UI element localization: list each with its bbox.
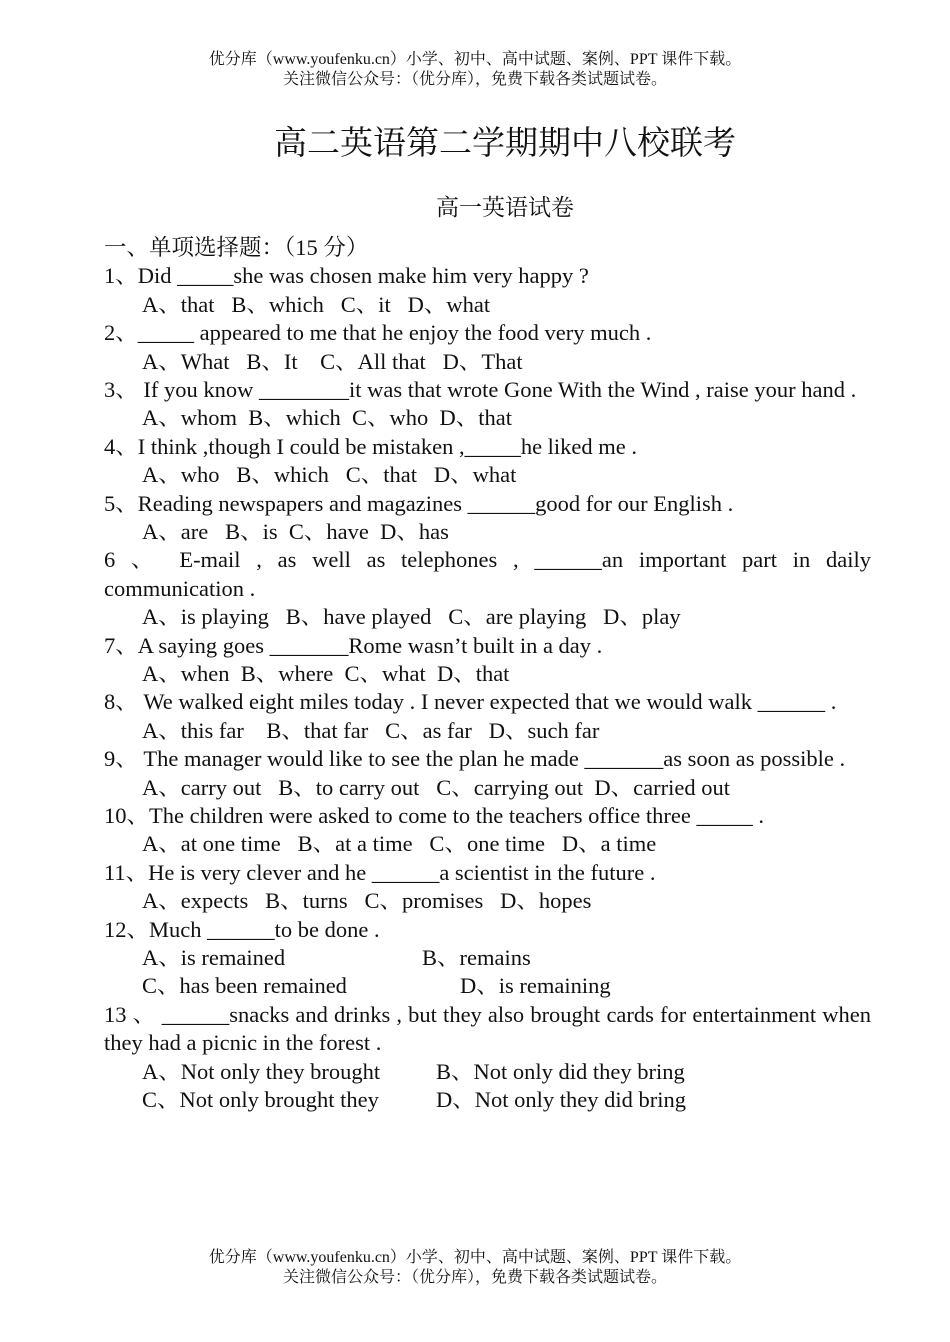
question-stem: 9、 The manager would like to see the plan he made _______as soon as possible . [104,746,846,772]
header-top [0,50,950,90]
section-heading: 一、单项选择题：（15 分） [104,235,369,260]
question-options: A、is playing B、have played C、are playing D、play [142,604,681,630]
question-options: A、are B、is C、have D、has [142,518,449,544]
header-line-2: 关注微信公众号：（优分库），免费下载各类试题试卷。 [282,71,667,88]
question-options-row [104,944,871,972]
option-c: C、has been remained [142,973,347,999]
question-options: A、carry out B、to carry out C、carrying out D、carried out [142,774,730,800]
question-options-row [104,1086,871,1114]
question-stem: 1、Did _____she was chosen make him very happy ? [104,263,589,289]
question-stem: 6 、 E-mail , as well as telephones , ______an important part in daily communication . [104,547,871,601]
question-options-row [104,1058,871,1086]
option-b: B、remains [422,944,531,970]
question-stem: 11、He is very clever and he ______a scientist in the future . [104,859,656,885]
question-options: A、that B、which C、it D、what [142,291,491,317]
question-options: A、who B、which C、that D、what [142,462,517,488]
footer-line-2: 关注微信公众号：（优分库），免费下载各类试题试卷。 [282,1269,667,1286]
page-subtitle: 高一英语试卷 [436,195,574,220]
question-stem: 13 、 ______snacks and drinks , but they also brought cards for entertainment when they had a picnic in the forest . [104,1001,871,1056]
question-options: A、expects B、turns C、promises D、hopes [142,888,592,914]
header-line-1: 优分库（www.youfenku.cn）小学、初中、高中试题、案例、PPT 课件下载。 [208,51,742,68]
question-stem: 10、The children were asked to come to the teachers office three _____ . [104,802,764,828]
question-stem: 2、_____ appeared to me that he enjoy the food very much . [104,320,652,346]
question-stem: 8、 We walked eight miles today . I never expected that we would walk ______ . [104,689,837,715]
question-list [104,234,871,1114]
option-d: D、Not only they did bring [436,1086,686,1112]
question-options: A、when B、where C、what D、that [142,660,510,686]
footer-bottom [0,1248,950,1288]
option-a: A、Not only they brought [142,1058,381,1084]
option-a: A、is remained [142,944,286,970]
question-stem: 3、 If you know ________it was that wrote Gone With the Wind , raise your hand . [104,376,857,402]
option-c: C、Not only brought they [142,1086,379,1112]
option-b: B、Not only did they bring [436,1058,685,1084]
question-options-row [104,972,871,1000]
question-options: A、whom B、which C、who D、that [142,405,512,431]
question-options: A、at one time B、at a time C、one time D、a time [142,831,657,857]
option-d: D、is remaining [460,973,611,999]
question-stem: 7、A saying goes _______Rome wasn’t built in a day . [104,632,603,658]
footer-line-1: 优分库（www.youfenku.cn）小学、初中、高中试题、案例、PPT 课件下载。 [208,1249,742,1266]
question-options: A、What B、It C、All that D、That [142,348,523,374]
page-title: 高二英语第二学期期中八校联考 [274,126,736,162]
question-stem: 12、Much ______to be done . [104,916,380,942]
question-options: A、this far B、that far C、as far D、such far [142,717,600,743]
question-stem: 5、Reading newspapers and magazines ______good for our English . [104,490,734,516]
question-stem: 4、I think ,though I could be mistaken ,_____he liked me . [104,433,638,459]
